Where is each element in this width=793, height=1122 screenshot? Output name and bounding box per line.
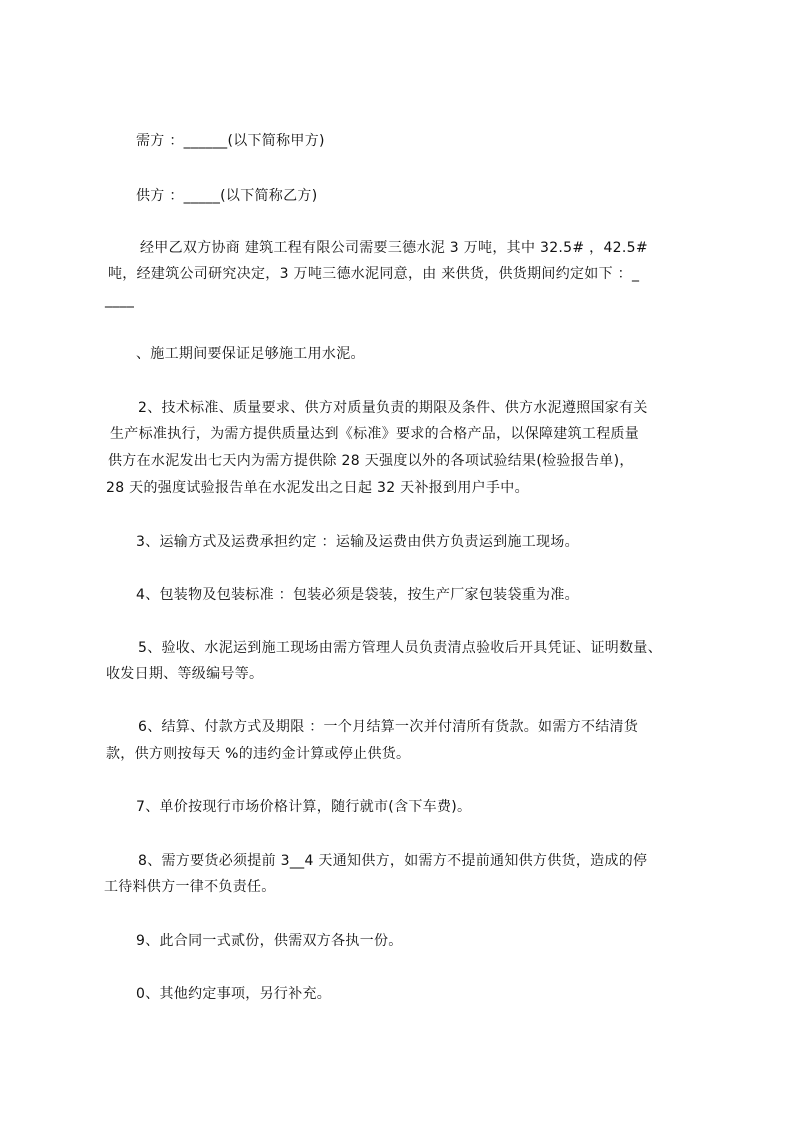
clause-6-line-1: 6、结算、付款方式及期限 ：一个月结算一次并付清所有货款。如需方不结清货: [138, 719, 639, 735]
clause-8-line-2: 工待料供方一律不负责任。: [104, 879, 276, 895]
clause-1: 、施工期间要保证足够施工用水泥。: [136, 346, 365, 362]
clause-3: 3、运输方式及运费承担约定 ：运输及运费由供方负责运到施工现场。: [136, 534, 579, 550]
intro-line-2: 吨，经建筑公司研究决定，3 万吨三德水泥同意，由 来供货，供货期间约定如下 ：_: [108, 266, 640, 282]
clause-8-line-1: 8、需方要货必须提前 3__4 天通知供方，如需方不提前通知供方供货，造成的停: [138, 853, 648, 869]
clause-4: 4、包装物及包装标准 ：包装必须是袋装，按生产厂家包装袋重为准。: [136, 587, 579, 603]
clause-9: 9、此合同一式贰份，供需双方各执一份。: [136, 933, 403, 949]
clause-6-line-2: 款，供方则按每天 %的违约金计算或停止供货。: [106, 746, 411, 762]
clause-2-line-1: 2、技术标准、质量要求、供方对质量负责的期限及条件、供方水泥遵照国家有关: [138, 400, 648, 416]
supply-party-line: 供方 ：_____(以下简称乙方): [136, 188, 318, 204]
clause-2-line-2: 生产标准执行，为需方提供质量达到《标准》要求的合格产品，以保障建筑工程质量: [110, 426, 640, 442]
clause-2-line-4: 28 天的强度试验报告单在水泥发出之日起 32 天补报到用户手中。: [106, 480, 529, 496]
demand-party-line: 需方 ：______(以下简称甲方): [136, 133, 325, 149]
clause-2-line-3: 供方在水泥发出七天内为需方提供除 28 天强度以外的各项试验结果(检验报告单)，: [108, 453, 634, 469]
clause-10: 0、其他约定事项，另行补充。: [136, 986, 332, 1002]
intro-line-1: 经甲乙双方协商 建筑工程有限公司需要三德水泥 3 万吨，其中 32.5# ，42.5#: [140, 240, 648, 256]
clause-5-line-2: 收发日期、等级编号等。: [106, 666, 264, 682]
clause-7: 7、单价按现行市场价格计算，随行就市(含下车费)。: [136, 799, 472, 815]
intro-line-3: ____: [105, 292, 135, 308]
clause-5-line-1: 5、验收、水泥运到施工现场由需方管理人员负责清点验收后开具凭证、证明数量、: [138, 640, 663, 656]
